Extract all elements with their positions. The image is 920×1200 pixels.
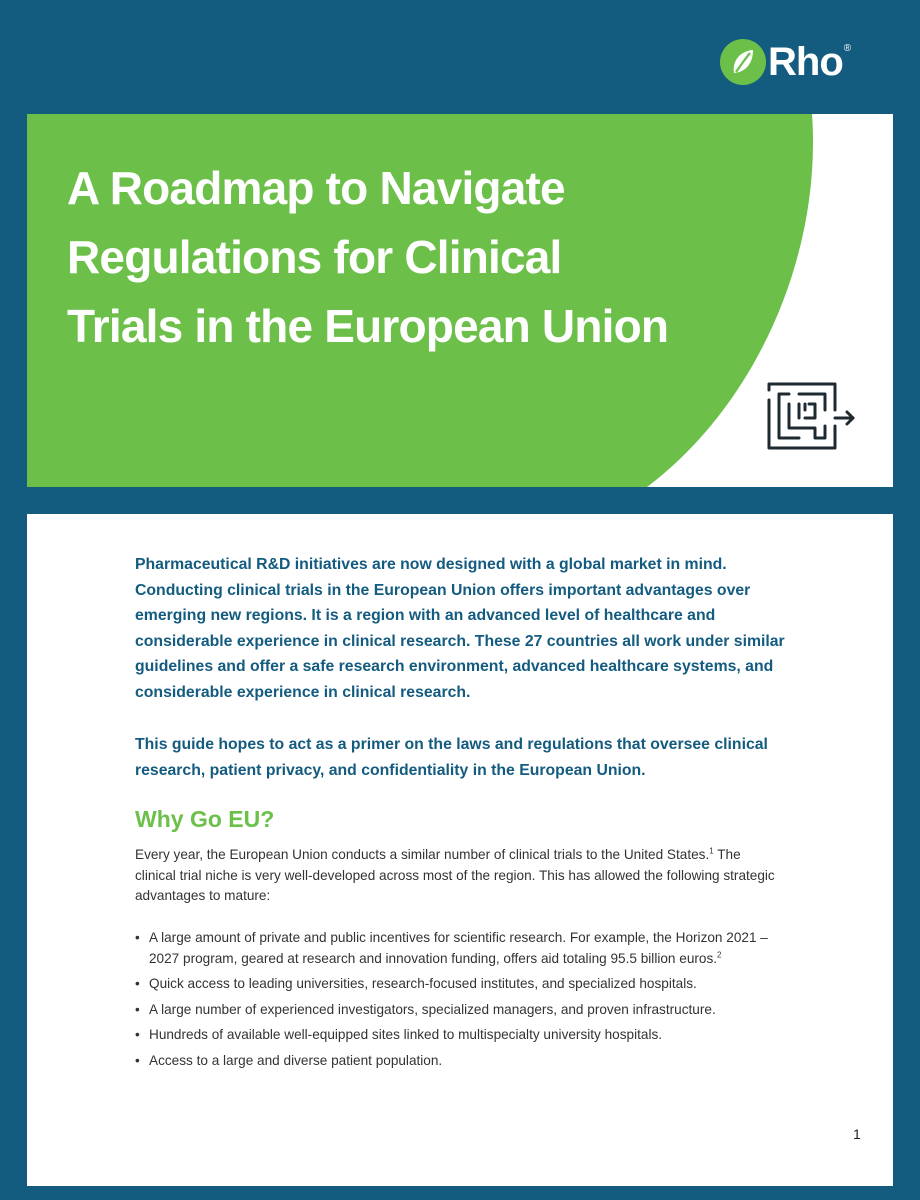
intro-paragraph: Pharmaceutical R&D initiatives are now designed with a global market in mind. Conducting clinical trials in the European Union offers important advantages over emerging new regions. It is a region with an advanced level of healthcare and considerable experience in clinical research. These 27 countries all work under similar guidelines and offer a safe research environment, advanced healthcare systems, and considerable experience in clinical research. — [135, 556, 785, 701]
page-title: A Roadmap to Navigate Regulations for Clinical Trials in the European Union — [67, 162, 669, 352]
bullet-icon: • — [135, 976, 140, 991]
advantages-list — [135, 928, 785, 1076]
list-item — [135, 928, 785, 969]
content-card — [27, 514, 893, 1186]
section-body-text-2: The clinical trial niche is very well-developed across most of the region. This has allowed the following strategic advantages to mature: — [135, 847, 775, 903]
registered-mark: ® — [843, 42, 852, 54]
section-heading: Why Go EU? — [135, 806, 275, 832]
section-body-text: Every year, the European Union conducts a similar number of clinical trials to the United States. — [135, 847, 710, 862]
footnote-marker: 1 — [709, 846, 714, 856]
section-body — [135, 845, 775, 907]
footnote-marker: 2 — [717, 949, 722, 959]
rho-logo — [720, 37, 851, 87]
list-item-text: A large amount of private and public incentives for scientific research. For example, the Horizon 2021 – 2027 program, geared at research and innovation funding, offers aid totaling 95.5 billion euros. — [149, 930, 768, 966]
list-item-text: Quick access to leading universities, research-focused institutes, and specialized hospitals. — [149, 976, 697, 991]
list-item — [135, 1000, 785, 1021]
bullet-icon: • — [135, 1001, 140, 1017]
list-item-text: A large number of experienced investigators, specialized managers, and proven infrastructure. — [149, 1001, 716, 1017]
bullet-icon: • — [135, 930, 140, 945]
intro-paragraph-2: This guide hopes to act as a primer on the laws and regulations that oversee clinical research, patient privacy, and confidentiality in the European Union. — [135, 736, 768, 779]
bullet-icon: • — [135, 1027, 140, 1042]
page-number: 1 — [853, 1126, 861, 1142]
list-item-text: Access to a large and diverse patient population. — [149, 1052, 443, 1068]
hero-banner — [27, 114, 893, 487]
list-item-text: Hundreds of available well-equipped sites linked to multispecialty university hospitals. — [149, 1027, 663, 1042]
leaf-icon — [720, 39, 766, 85]
maze-arrow-icon — [765, 382, 857, 450]
list-item — [135, 1025, 785, 1046]
logo-text: Rho — [768, 40, 843, 84]
list-item — [135, 1051, 785, 1072]
bullet-icon: • — [135, 1052, 140, 1068]
list-item — [135, 974, 785, 995]
